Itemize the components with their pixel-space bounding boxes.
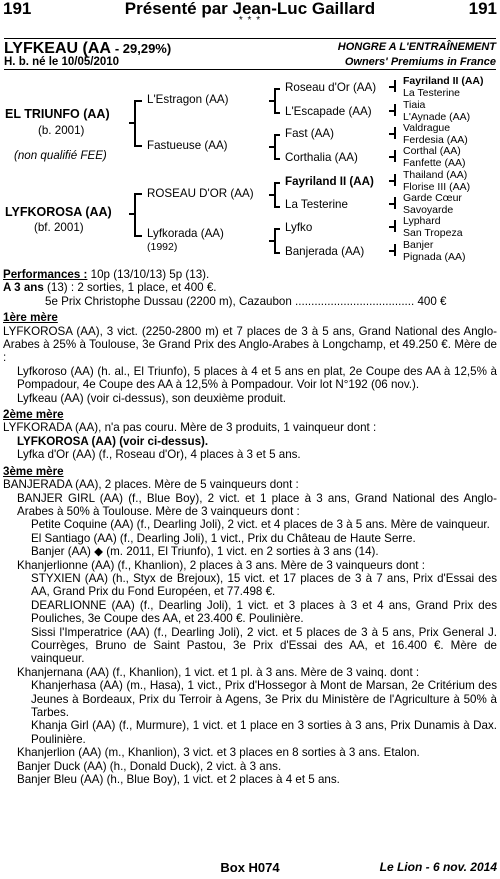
age3-race: 5e Prix Christophe Dussau (2200 m), Cazaubon ..................................... 400 € (45, 294, 447, 308)
horse-pct: - 29,29%) (114, 41, 172, 56)
dam-year: (bf. 2001) (34, 221, 84, 234)
ancestor-ggg10: Florise III (AA) (403, 181, 471, 193)
brace (269, 146, 275, 148)
brace (389, 110, 394, 112)
grandparent-2: Fastueuse (AA) (147, 139, 228, 152)
dam-name: LYFKOROSA (AA) (5, 205, 112, 219)
brace (134, 193, 142, 195)
m3-para2: BANJER GIRL (AA) (f., Blue Boy), 2 vict. et 1 place à 3 ans, Grand National des Anglo-Arabes à 50% à Toulouse. Mère de 3 vainqueurs dont : (17, 491, 497, 518)
section-2eme-mere: 2ème mère (3, 408, 64, 422)
ancestor-ggg15: Banjer (403, 239, 434, 251)
m3-para7: STYXIEN (AA) (h., Styx de Brejoux), 15 vict. et 17 places de 3 à 7 ans, Prix d'Essai des AA, Grand Prix du Fond Européen, et 77.498 €. (31, 571, 497, 599)
m3-para9: Sissi l'Imperatrice (AA) (f., Dearling Joli), 2 vict. et 5 places de 3 à 5 ans, Prix General J. Courrèges, Bruno de Saint Pastou, 3e Prix d'Essai des AA, et 16.400 €. Mère de vainqueur. (31, 625, 497, 666)
brace (394, 220, 396, 232)
brace (394, 127, 396, 139)
m3-para10: Khanjernana (AA) (f., Khanlion), 1 vict. et 1 pl. à 3 ans. Mère de 3 vainq. dont : (17, 665, 420, 679)
m3-para14: Banjer Duck (AA) (h., Donald Duck), 2 vict. à 3 ans. (17, 759, 282, 773)
section-1ere-mere: 1ère mère (3, 311, 58, 325)
sale-location-date: Le Lion - 6 nov. 2014 (379, 860, 497, 874)
m3-para13: Khanjerlion (AA) (m., Khanlion), 3 vict. et 3 places en 8 sorties à 3 ans. Etalon. (17, 746, 420, 760)
brace (274, 88, 280, 90)
grandparent-4-year: (1992) (147, 241, 178, 253)
m2-para1: LYFKORADA (AA), n'a pas couru. Mère de 3 produits, 1 vainqueur dont : (3, 421, 377, 435)
ancestor-ggg9: Thailand (AA) (403, 169, 468, 181)
m2-para2: LYFKOROSA (AA) (voir ci-dessus). (17, 434, 209, 448)
ancestor-ggg2: La Testerine (403, 87, 461, 99)
ancestor-gg8: Banjerada (AA) (285, 245, 365, 258)
ancestor-gg3: Fast (AA) (285, 127, 334, 140)
brace (274, 182, 280, 184)
sire-name: EL TRIUNFO (AA) (5, 107, 110, 121)
m3-para8: DEARLIONNE (AA) (f., Dearling Joli), 1 vict. et 3 places à 3 et 4 ans, Grand Prix des Pouliches, 3e Coupe des AA, et 23.400 €. Poulinière. (31, 598, 497, 626)
brace (274, 206, 280, 208)
brace (394, 150, 396, 162)
ancestor-ggg8: Fanfette (AA) (403, 157, 466, 169)
ancestor-ggg16: Pignada (AA) (403, 251, 466, 263)
box-number: Box H074 (220, 860, 280, 875)
brace (134, 235, 142, 237)
brace (129, 122, 135, 124)
horse-name: LYFKEAU (AA - 29,29%) (4, 40, 172, 57)
ancestor-gg2: L'Escapade (AA) (285, 105, 372, 118)
performance-body (3, 268, 497, 786)
m3-para3: Petite Coquine (AA) (f., Dearling Joli), 2 vict. et 4 places de 3 à 5 ans. Mère de vainqueur. (31, 518, 490, 532)
brace (394, 174, 396, 186)
ancestor-gg6: La Testerine (285, 198, 348, 211)
brace (274, 112, 280, 114)
m3-para12: Khanja Girl (AA) (f., Murmure), 1 vict. et 1 place en 3 sorties à 3 ans, Prix Dunamis à Dax. Poulinière. (31, 719, 497, 746)
brace (134, 145, 142, 147)
brace (134, 100, 142, 102)
brace (274, 228, 280, 230)
m3-para15: Banjer Bleu (AA) (h., Blue Boy), 1 vict. et 2 places à 4 et 5 ans. (17, 773, 340, 787)
brace (394, 104, 396, 116)
ancestor-ggg1: Fayriland II (AA) (403, 75, 484, 87)
ancestor-ggg13: Lyphard (403, 215, 441, 227)
brace (394, 197, 396, 209)
brace (394, 80, 396, 92)
ancestor-ggg14: San Tropeza (403, 227, 463, 239)
grandparent-4: Lyfkorada (AA) (147, 227, 224, 240)
page-footer (0, 860, 500, 879)
brace (274, 158, 280, 160)
brace (394, 244, 396, 256)
page-number-right: 191 (468, 0, 497, 18)
header-stars: * * * (238, 15, 262, 26)
brace (269, 194, 275, 196)
m2-para3: Lyfka d'Or (AA) (f., Roseau d'Or), 4 places à 3 et 5 ans. (17, 448, 301, 462)
brace (274, 134, 280, 136)
page-title: Présenté par Jean-Luc Gaillard (124, 0, 376, 18)
page-number-left: 191 (3, 0, 32, 18)
ancestor-ggg5: Valdrague (403, 122, 451, 134)
m3-para4: El Santiago (AA) (f., Dearling Joli), 1 vict., Prix du Château de Haute Serre. (31, 531, 416, 545)
brace (389, 203, 394, 205)
ancestor-ggg7: Corthal (AA) (403, 145, 461, 157)
horse-born: H. b. né le 10/05/2010 (4, 56, 120, 68)
m3-para1: BANJERADA (AA), 2 places. Mère de 5 vainqueurs dont : (3, 478, 299, 492)
section-3eme-mere: 3ème mère (3, 464, 64, 478)
brace (269, 100, 275, 102)
ancestor-gg5: Fayriland II (AA) (285, 175, 374, 188)
ancestor-ggg12: Savoyarde (403, 204, 454, 216)
ancestor-gg7: Lyfko (285, 221, 313, 234)
horse-header (4, 38, 496, 70)
horse-owner: Owners' Premiums in France (344, 56, 496, 68)
m3-para11: Khanjerhasa (AA) (m., Hasa), 1 vict., Prix d'Hossegor à Mont de Marsan, 2e Critérium des Jeunes à Bordeaux, Prix du Terroir à Agens, 3e Prix du Ministère de l'Agriculture à 50% à Tarbes. (31, 679, 497, 719)
brace (129, 213, 135, 215)
m1-para3: Lyfkeau (AA) (voir ci-dessus), son deuxième produit. (17, 391, 286, 405)
brace (389, 250, 394, 252)
horse-description: HONGRE A L'ENTRAÎNEMENT (337, 41, 496, 53)
ancestor-ggg4: L'Aynade (AA) (403, 111, 471, 123)
brace (389, 86, 394, 88)
performances-line: Performances : 10p (13/10/13) 5p (13). (3, 268, 210, 281)
brace (269, 240, 275, 242)
m1-para2: Lyfkoroso (AA) (h. al., El Triunfo), 5 places à 4 et 5 ans en plat, 2e Coupe des AA à 12,5% à Pompadour, 4e Coupe des AA à 12,5% à Pompadour. Voir lot N°192 (06 nov.). (17, 364, 497, 392)
grandparent-1: L'Estragon (AA) (147, 93, 229, 106)
sire-year: (b. 2001) (38, 124, 85, 137)
sire-note: (non qualifié FEE) (14, 149, 107, 162)
ancestor-gg1: Roseau d'Or (AA) (285, 81, 377, 94)
brace (389, 226, 394, 228)
ancestor-gg4: Corthalia (AA) (285, 151, 358, 164)
age3-line: A 3 ans (13) : 2 sorties, 1 place, et 400 €. (3, 281, 217, 295)
brace (389, 156, 394, 158)
m1-para1: LYFKOROSA (AA), 3 vict. (2250-2800 m) et 7 places de 3 à 5 ans, Grand National des Anglo-Arabes à 25% à Toulouse, 3e Grand Prix des Anglo-Arabes à Longchamp, et 49.250 €. Mère de : (3, 324, 497, 365)
ancestor-ggg3: Tiaia (403, 99, 426, 111)
ancestor-ggg6: Ferdesia (AA) (403, 134, 468, 146)
m3-para6: Khanjerlionne (AA) (f., Khanlion), 2 places à 3 ans. Mère de 3 vainqueurs dont : (17, 558, 425, 572)
brace (389, 180, 394, 182)
brace (389, 133, 394, 135)
grandparent-3: ROSEAU D'OR (AA) (147, 187, 254, 200)
ancestor-ggg11: Garde Cœur (403, 192, 462, 204)
brace (274, 252, 280, 254)
m3-para5: Banjer (AA) ◆ (m. 2011, El Triunfo), 1 vict. en 2 sorties à 3 ans (14). (31, 545, 379, 559)
